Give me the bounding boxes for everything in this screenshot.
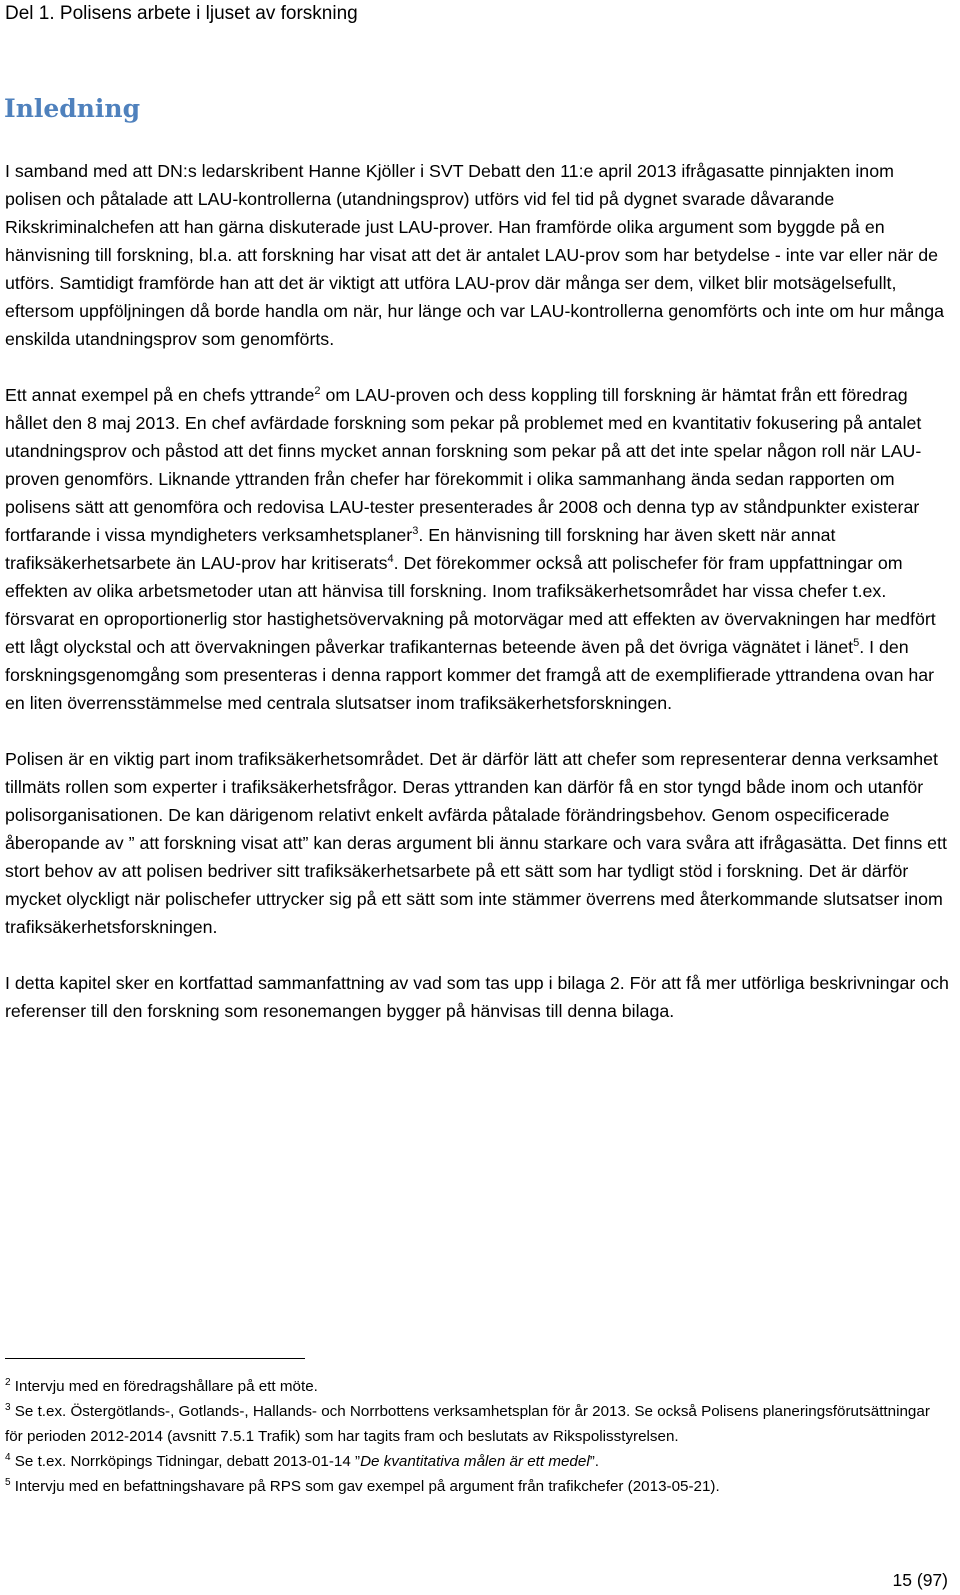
paragraph-4: I detta kapitel sker en kortfattad sammanfattning av vad som tas upp i bilaga 2. För att få mer utförliga beskrivningar och referenser till den forskning som resonemangen bygger på hänvisas till denna bilaga.: [5, 973, 949, 1021]
paragraph-2-text: . Det förekommer också att polischefer för fram uppfattningar om effekten av olika arbetsmetoder utan att hänvisa till forskning. Inom trafiksäkerhetsområdet har vissa chefer t.ex. försvarat en oproportionerlig stor hastighetsövervakning på motorvägar med att effekten av övervakningen har medfört ett lågt olyckstal och att övervakningen påverkar trafikanternas beteende även på det övriga vägnätet i länet: [5, 553, 936, 657]
footnotes: [5, 1374, 951, 1499]
footnote-item: [5, 1399, 951, 1449]
footnote-text: Se t.ex. Östergötlands-, Gotlands-, Hallands- och Norrbottens verksamhetsplan för år 2013. Se också Polisens planeringsförutsättningar för perioden 2012-2014 (avsnitt 7.5.1 Trafik) som har tagits fram och beslutats av Rikspolisstyrelsen.: [5, 1403, 930, 1445]
footnote-ref[interactable]: 4: [387, 553, 394, 565]
footnote-ref[interactable]: 3: [412, 525, 419, 537]
paragraph-1: I samband med att DN:s ledarskribent Hanne Kjöller i SVT Debatt den 11:e april 2013 ifrågasatte pinnjakten inom polisen och påtalade att LAU-kontrollerna (utandningsprov) utförs vid fel tid på dygnet svarade dåvarande Rikskriminalchefen att han gärna diskuterade just LAU-prover. Han framförde olika argument som byggde på en hänvisning till forskning, bl.a. att forskning har visat att det är antalet LAU-prov som har betydelse - inte var eller när de utförs. Samtidigt framförde han att det är viktigt att utföra LAU-prov där många ser dem, vilket blir motsägelsefullt, eftersom uppföljningen då borde handla om när, hur länge och var LAU-kontrollerna genomförts och inte om hur många enskilda utandningsprov som genomförts.: [5, 161, 945, 349]
footnote-italic-title: De kvantitativa målen är ett medel: [360, 1453, 590, 1470]
footnote-item: [5, 1374, 951, 1399]
footnote-text: ”.: [589, 1453, 599, 1470]
footnote-number: 3: [5, 1402, 11, 1413]
paragraph-2-text: om LAU-proven och dess koppling till forskning är hämtat från ett föredrag hållet den 8 maj 2013. En chef avfärdade forskning som pekar på problemet med en kvantitativ fokusering på antalet utandningsprov och påstod att det finns mycket annan forskning som pekar på att det inte spelar någon roll när LAU-proven genomförs. Liknande yttranden från chefer har förekommit i olika sammanhang ända sedan rapporten om polisens sätt att genomföra och redovisa LAU-tester presenterades år 2008 och denna typ av ståndpunkter existerar fortfarande i vissa myndigheters verksamhetsplaner: [5, 385, 922, 545]
footnote-separator: [5, 1358, 305, 1359]
footnote-number: 4: [5, 1452, 11, 1463]
paragraph-2-text: . En hänvisning till forskning har även skett när annat trafiksäkerhetsarbete än LAU-prov har kritiserats: [5, 525, 836, 573]
footnote-item: [5, 1449, 951, 1474]
footnote-ref[interactable]: 2: [314, 385, 321, 397]
paragraph-3: Polisen är en viktig part inom trafiksäkerhetsområdet. Det är därför lätt att chefer som representerar denna verksamhet tillmäts rollen som experter i trafiksäkerhetsfrågor. Deras yttranden kan därför få en stor tyngd både inom och utanför polisorganisationen. De kan därigenom relativt enkelt avfärda påtalade förändringsbehov. Genom ospecificerade åberopande av ” att forskning visat att” kan deras argument bli ännu starkare och vara svåra att ifrågasätta. Det finns ett stort behov av att polisen bedriver sitt trafiksäkerhetsarbete på ett sätt som har tydligt stöd i forskning. Det är därför mycket olyckligt när polischefer uttrycker sig på ett sätt som inte stämmer överrens med återkommande slutsatser inom trafiksäkerhetsforskningen.: [5, 749, 947, 937]
footnote-text: Intervju med en befattningshavare på RPS som gav exempel på argument från trafikchefer (2013-05-21).: [10, 1478, 720, 1495]
footnote-number: 2: [5, 1377, 11, 1388]
paragraph-2-text: Ett annat exempel på en chefs yttrande: [5, 385, 315, 405]
footnote-text: Intervju med en föredragshållare på ett möte.: [10, 1378, 318, 1395]
running-header: Del 1. Polisens arbete i ljuset av forskning: [5, 3, 358, 24]
section-heading: Inledning: [4, 94, 141, 123]
paragraph-2: [5, 381, 951, 717]
page-number: 15 (97): [892, 1570, 948, 1590]
footnote-ref[interactable]: 5: [853, 637, 860, 649]
body-text: [5, 157, 951, 1053]
footnote-number: 5: [5, 1477, 11, 1488]
paragraph-2-text: . I den forskningsgenomgång som presenteras i denna rapport kommer det framgå att de exemplifierade yttrandena ovan har en liten överrensstämmelse med centrala slutsatser inom trafiksäkerhetsforskningen.: [5, 637, 935, 713]
footnote-text: Se t.ex. Norrköpings Tidningar, debatt 2013-01-14 ”: [10, 1453, 361, 1470]
footnote-item: [5, 1474, 951, 1499]
